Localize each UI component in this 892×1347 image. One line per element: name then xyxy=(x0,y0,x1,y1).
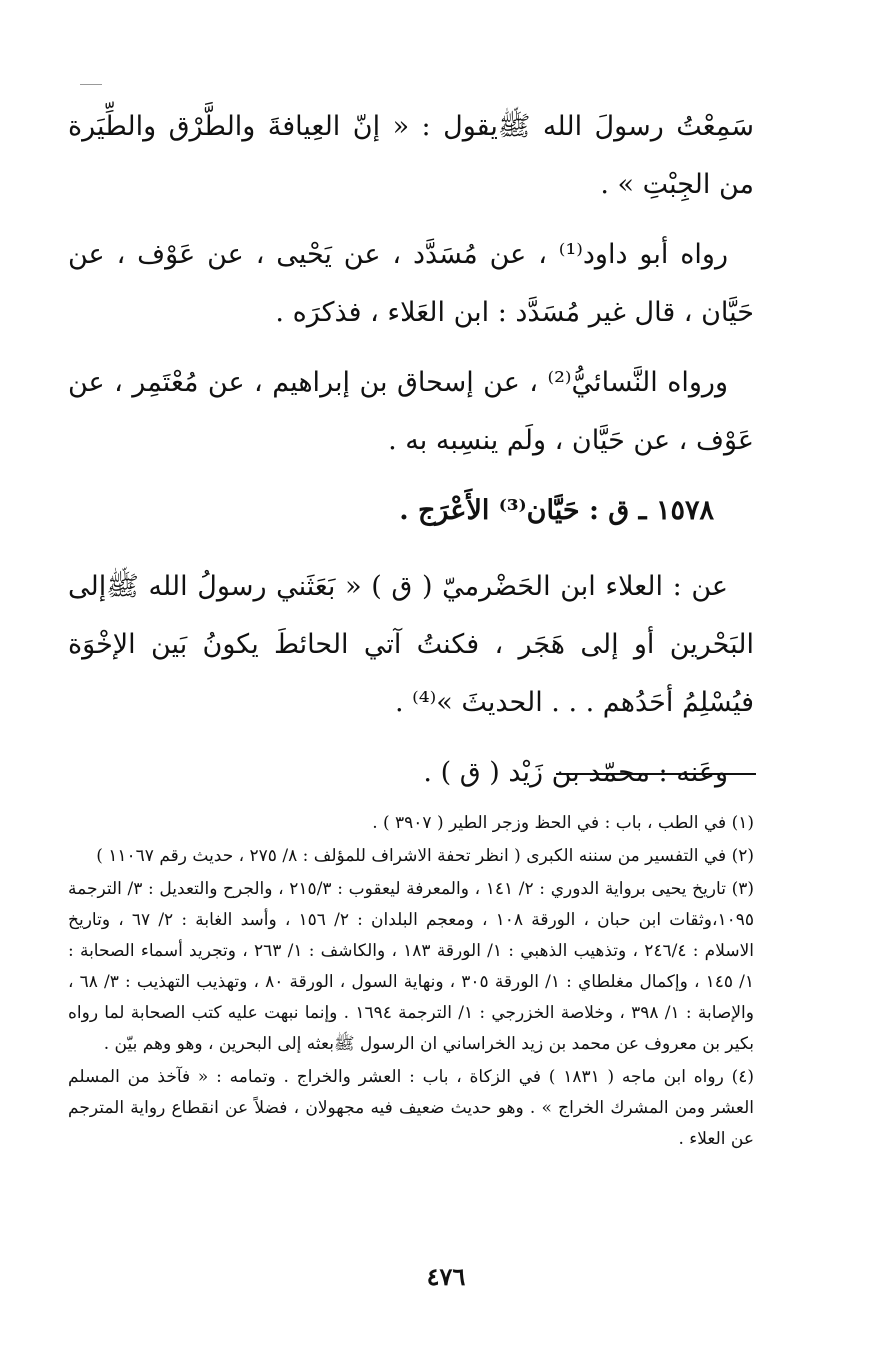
footnote-2: (٢) في التفسير من سننه الكبرى ( انظر تحفة الاشراف للمؤلف : ٨/ ٢٧٥ ، حديث رقم ١١٠٦٧ ) xyxy=(96,846,754,866)
narration-paragraph-abu-dawud: رواه أبو داود⁽¹⁾ ، عن مُسَدَّد ، عن يَحْيى ، عن عَوْف ، عن حَيَّان ، قال غير مُسَدَّد : ابن العَلاء ، فذكرَه . xyxy=(68,239,754,328)
footnote-4: (٤) رواه ابن ماجه ( ١٨٣١ ) في الزكاة ، باب : العشر والخراج . وتمامه : « فآخذ من المسلم العشر ومن المشرك الخراج » . وهو حديث ضعيف فيه مجهولان ، فضلاً عن انقطاع رواية المترجم عن العلاء . xyxy=(68,1067,754,1149)
footnote-1: (١) في الطب ، باب : في الحظ وزجر الطير ( ٣٩٠٧ ) . xyxy=(372,813,754,833)
footnotes xyxy=(68,808,754,1157)
footnote-3: (٣) تاريخ يحيى برواية الدوري : ٢/ ١٤١ ، والمعرفة ليعقوب : ٢١٥/٣ ، والجرح والتعديل : ٣/ الترجمة ١٠٩٥،وثقات ابن حبان ، الورقة ١٠٨ ، ومعجم البلدان : ٢/ ١٥٦ ، وأسد الغابة : ٢/ ٦٧ ، وتاريخ الاسلام : ٢٤٦/٤ ، وتذهيب الذهبي : ١/ الورقة ١٨٣ ، والكاشف : ١/ ٢٦٣ ، وتجريد أسماء الصحابة : ١/ ١٤٥ ، وإكمال مغلطاي : ١/ الورقة ٣٠٥ ، ونهاية السول ، الورقة ٨٠ ، وتهذيب التهذيب : ٣/ ٦٨ ، والإصابة : ١/ ٣٩٨ ، وخلاصة الخزرجي : ١/ الترجمة ١٦٩٤ . وإنما نبهت عليه كتب الصحابة لما رواه بكير بن معروف عن محمد بن زيد الخراساني ان الرسول ﷺبعثه إلى البحرين ، وهو وهم بيّن . xyxy=(68,879,754,1054)
entry-students-paragraph: وعَنه : محمّد بن زَيْد ( ق ) . xyxy=(423,757,728,788)
narration-paragraph-nasai: ورواه النَّسائيُّ⁽²⁾ ، عن إسحاق بن إبراهيم ، عن مُعْتَمِر ، عن عَوْف ، عن حَيَّان ، ولَم ينسِبه به . xyxy=(68,367,754,456)
top-margin-mark xyxy=(80,84,102,85)
page-number: ٤٧٦ xyxy=(426,1262,466,1291)
footnote-separator xyxy=(556,773,756,775)
main-text xyxy=(68,98,754,814)
entry-heading: ١٥٧٨ ـ ق : حَيَّان⁽³⁾ الأَعْرَج . xyxy=(399,495,714,526)
hadith-paragraph: سَمِعْتُ رسولَ الله ﷺيقول : « إنّ العِيافةَ والطَّرْق والطِّيَرة من الجِبْتِ » . xyxy=(68,111,754,200)
entry-teachers-paragraph: عن : العلاء ابن الحَضْرميّ ( ق ) « بَعَثَني رسولُ الله ﷺإلى البَحْرين أو إلى هَجَر ، فكنتُ آتي الحائطَ يكونُ بَين الإخْوَة فيُسْلِمُ أحَدُهم . . . الحديثَ »⁽⁴⁾ . xyxy=(68,571,754,718)
